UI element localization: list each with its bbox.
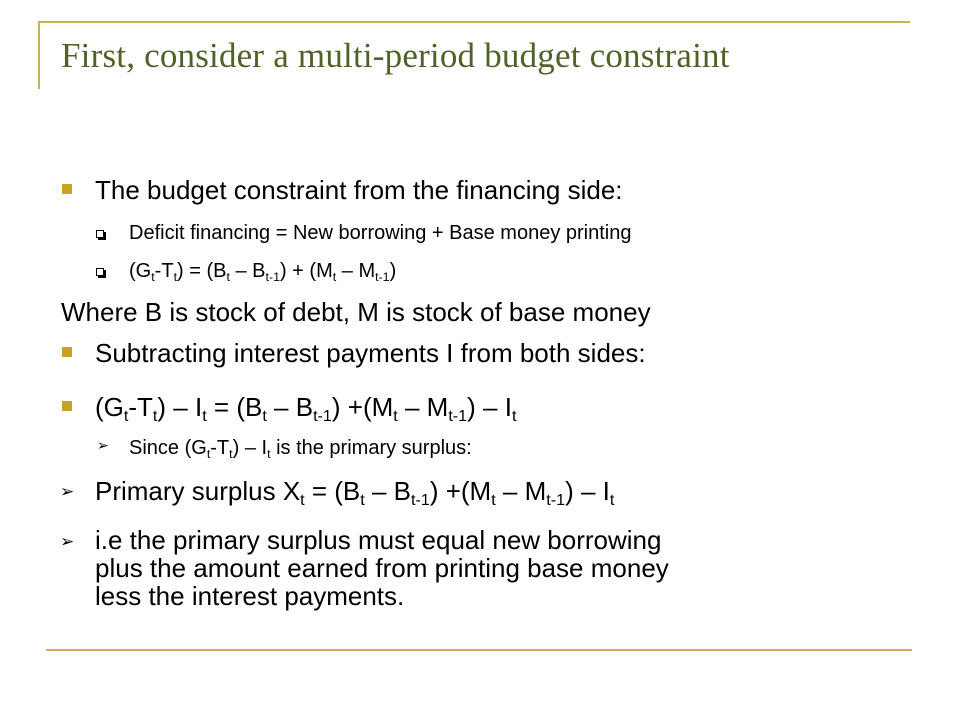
conclusion-line-2: plus the amount earned from printing base money xyxy=(95,553,669,583)
bullet-subtracting-interest: Subtracting interest payments I from both sides: xyxy=(95,338,646,368)
slide-title: First, consider a multi-period budget constraint xyxy=(61,36,730,75)
bullet-primary-surplus-equation: Primary surplus $X_t = (B_t - B_{t-1}) +(M_t - M_{t-1}) - I_t$ xyxy=(95,476,615,510)
sub-bullet-financing-equation: $(G_t-T_t) = (B_t - B_{t-1}) + (M_t - M_{t-1})$ xyxy=(129,260,397,284)
definition-line: Where B is stock of debt, M is stock of base money xyxy=(61,297,651,327)
bullet-budget-constraint: The budget constraint from the financing side: xyxy=(95,175,623,205)
bullet-conclusion xyxy=(95,526,669,610)
arrowhead-bullet-icon: ➢ xyxy=(60,532,75,552)
top-border-rule xyxy=(38,21,910,23)
sub-bullet-deficit-financing: Deficit financing = New borrowing + Base money printing xyxy=(129,222,632,244)
gold-square-bullet-icon xyxy=(62,184,72,194)
conclusion-line-3: less the interest payments. xyxy=(95,581,405,611)
arrowhead-bullet-icon: ➢ xyxy=(60,482,75,502)
gold-square-bullet-icon xyxy=(62,401,72,411)
hollow-square-bullet-icon xyxy=(96,230,104,238)
sub-bullet-primary-surplus-note: Since $(G_t-T_t) - I_t$ is the primary surplus: xyxy=(129,437,472,461)
bullet-interest-equation: $(G_t-T_t) - I_t = (B_t - B_{t-1}) +(M_t - M_{t-1}) - I_t$ xyxy=(95,392,517,426)
bottom-border-rule xyxy=(46,649,912,651)
left-border-rule xyxy=(38,21,40,89)
arrowhead-bullet-icon: ➢ xyxy=(97,438,109,454)
conclusion-line-1: i.e the primary surplus must equal new borrowing xyxy=(95,525,662,555)
hollow-square-bullet-icon xyxy=(96,268,104,276)
gold-square-bullet-icon xyxy=(62,347,72,357)
